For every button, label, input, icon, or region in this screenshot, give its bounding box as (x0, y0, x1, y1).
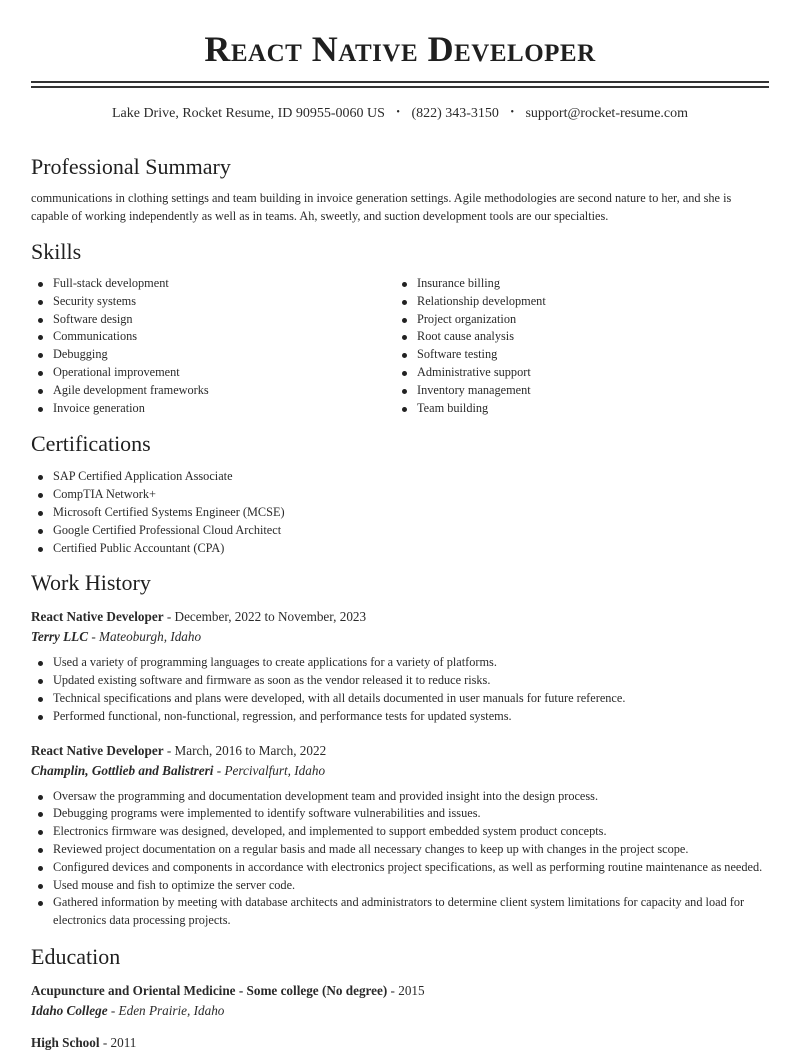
skill-item: Administrative support (395, 364, 759, 382)
certification-item: Microsoft Certified Systems Engineer (MCSE) (31, 504, 769, 522)
education-degree: High School (31, 1034, 100, 1050)
education-heading: Education (31, 943, 121, 969)
job-duties-list (31, 654, 769, 725)
job-duty: Configured devices and components in accordance with electronics project specifications, as well as performing routine maintenance as needed. (31, 859, 769, 877)
job-dates: - March, 2016 to March, 2022 (163, 742, 327, 758)
skill-item: Insurance billing (395, 275, 759, 293)
skill-item: Full-stack development (31, 275, 395, 293)
job-duty: Performed functional, non-functional, regression, and performance tests for updated systems. (31, 708, 769, 726)
skills-heading: Skills (31, 239, 82, 264)
bullet-separator: • (396, 107, 400, 118)
skill-item: Team building (395, 400, 759, 418)
job-company: Terry LLC (31, 629, 89, 645)
skill-item: Root cause analysis (395, 328, 759, 346)
job-title: React Native Developer (31, 609, 164, 625)
job-title: React Native Developer (31, 742, 164, 758)
skill-item: Inventory management (395, 382, 759, 400)
skill-item: Relationship development (395, 293, 759, 311)
job-duty: Used mouse and fish to optimize the server code. (31, 877, 769, 895)
job-location: - Percivalfurt, Idaho (213, 762, 326, 778)
skill-item: Invoice generation (31, 400, 395, 418)
certification-item: Google Certified Professional Cloud Architect (31, 522, 769, 540)
job-duty: Updated existing software and firmware as soon as the vendor released it to reduce risks. (31, 672, 769, 690)
job-duty: Electronics firmware was designed, developed, and implemented to support embedded system product concepts. (31, 823, 769, 841)
job-duty: Debugging programs were implemented to identify software vulnerabilities and issues. (31, 805, 769, 823)
certification-item: SAP Certified Application Associate (31, 468, 769, 486)
skill-item: Operational improvement (31, 364, 395, 382)
candidate-name: React Native Developer (204, 29, 596, 69)
summary-heading: Professional Summary (31, 154, 231, 179)
education-entry (31, 1034, 769, 1052)
skill-item: Software testing (395, 346, 759, 364)
contact-email: support@rocket-resume.com (525, 106, 689, 121)
bullet-separator: • (510, 107, 514, 118)
certifications-heading: Certifications (31, 431, 151, 457)
job-title-line (31, 742, 769, 760)
job-company: Champlin, Gottlieb and Balistreri (31, 762, 214, 778)
education-degree-line (31, 982, 769, 1000)
education-degree-line (31, 1034, 769, 1052)
certification-item: CompTIA Network+ (31, 486, 769, 504)
job-duty: Used a variety of programming languages to create applications for a variety of platforms. (31, 654, 769, 672)
contact-phone: (822) 343-3150 (411, 106, 499, 121)
job-company-line (31, 628, 769, 646)
skill-item: Security systems (31, 293, 395, 311)
education-school: Idaho College (31, 1002, 108, 1018)
job-duty: Reviewed project documentation on a regular basis and made all necessary changes to keep up with changes in the project scope. (31, 841, 769, 859)
job-duty: Oversaw the programming and documentation development team and provided insight into the design process. (31, 788, 769, 806)
job-entry (31, 742, 769, 930)
contact-line (31, 105, 769, 124)
job-location: - Mateoburgh, Idaho (88, 629, 202, 645)
header-divider-secondary (31, 86, 769, 88)
skill-item: Debugging (31, 346, 395, 364)
skill-item: Software design (31, 311, 395, 329)
contact-address: Lake Drive, Rocket Resume, ID 90955-0060 US (111, 106, 385, 121)
skills-column-right (395, 275, 759, 417)
job-dates: - December, 2022 to November, 2023 (163, 609, 367, 625)
education-year: - 2011 (99, 1034, 137, 1050)
education-location: - Eden Prairie, Idaho (107, 1002, 225, 1018)
work-history-heading: Work History (31, 570, 151, 596)
header-divider (31, 81, 769, 83)
skill-item: Project organization (395, 311, 759, 329)
job-duty: Gathered information by meeting with database architects and administrators to determine client system limitations for capacity and load for electronics data processing projects. (31, 894, 769, 930)
skills-column-left (31, 275, 395, 417)
job-duties-list (31, 788, 769, 930)
job-title-line (31, 608, 769, 626)
job-entry (31, 608, 769, 725)
education-entry (31, 982, 769, 1020)
education-school-line (31, 1002, 769, 1020)
skill-item: Communications (31, 328, 395, 346)
certification-item: Certified Public Accountant (CPA) (31, 540, 769, 558)
education-year: - 2015 (387, 982, 425, 998)
education-degree: Acupuncture and Oriental Medicine - Some college (No degree) (31, 982, 388, 998)
certifications-list (31, 468, 769, 557)
job-company-line (31, 762, 769, 780)
job-duty: Technical specifications and plans were developed, with all details documented in user manuals for future reference. (31, 690, 769, 708)
skills-list (31, 275, 769, 417)
summary-text: communications in clothing settings and team building in invoice generation settings. Agile methodologies are second nature to her, and she is capable of working independently as well as in teams. Ah, sweetly, and suction development tools are our specialties. (31, 191, 732, 223)
skill-item: Agile development frameworks (31, 382, 395, 400)
